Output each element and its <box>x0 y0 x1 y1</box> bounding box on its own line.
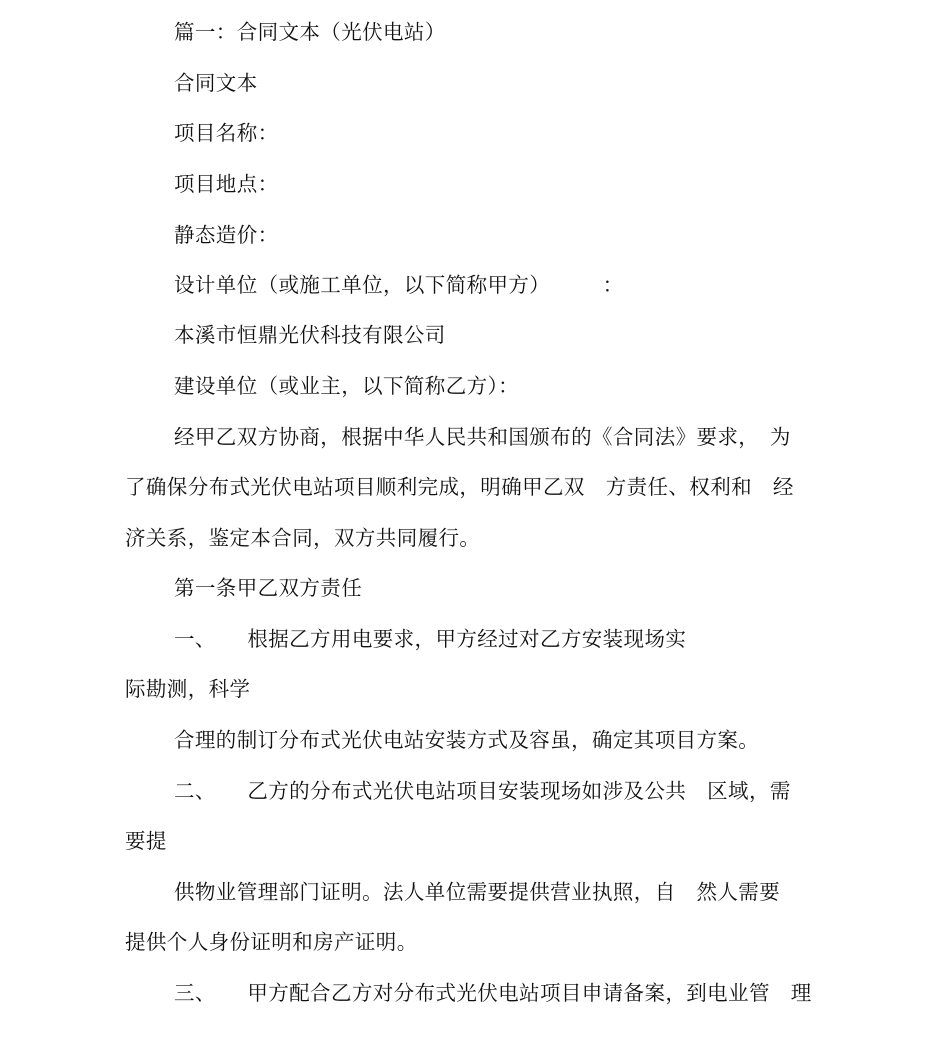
document-title: 篇一：合同文本（光伏电站） <box>174 20 446 44</box>
article-heading: 第一条甲乙双方责任 <box>174 576 363 600</box>
clause-line: 际勘测，科学 <box>125 677 251 701</box>
construction-unit-field: 建设单位（或业主，以下简称乙方）： <box>174 374 520 398</box>
design-unit-field: 设计单位（或施工单位，以下简称甲方） ： <box>174 273 624 297</box>
clause-line: 三、 甲方配合乙方对分布式光伏电站项目申请备案，到电业管 理 <box>174 981 812 1005</box>
clause-line: 提供个人身份证明和房产证明。 <box>125 930 418 954</box>
project-name-field: 项目名称： <box>174 121 279 145</box>
clause-line: 一、 根据乙方用电要求，甲方经过对乙方安装现场实 <box>174 627 687 651</box>
clause-line: 合理的制订分布式光伏电站安装方式及容虽，确定其项目方案。 <box>174 728 760 752</box>
body-paragraph-line: 济关系，鉴定本合同，双方共同履行。 <box>125 526 481 550</box>
body-paragraph-line: 了确保分布式光伏电站项目顺利完成，明确甲乙双 方责任、权利和 经 <box>125 475 794 499</box>
static-cost-field: 静态造价： <box>174 223 279 247</box>
clause-line: 二、 乙方的分布式光伏电站项目安装现场如涉及公共 区域，需 <box>174 779 791 803</box>
company-name: 本溪市恒鼎光伏科技有限公司 <box>174 323 446 347</box>
clause-line: 供物业管理部门证明。法人单位需要提供营业执照，自 然人需要 <box>174 880 781 904</box>
contract-heading: 合同文本 <box>174 71 258 95</box>
body-paragraph-line: 经甲乙双方协商，根据中华人民共和国颁布的《合同法》要求， 为 <box>174 425 791 449</box>
clause-line: 要提 <box>125 829 167 853</box>
project-location-field: 项目地点： <box>174 172 279 196</box>
